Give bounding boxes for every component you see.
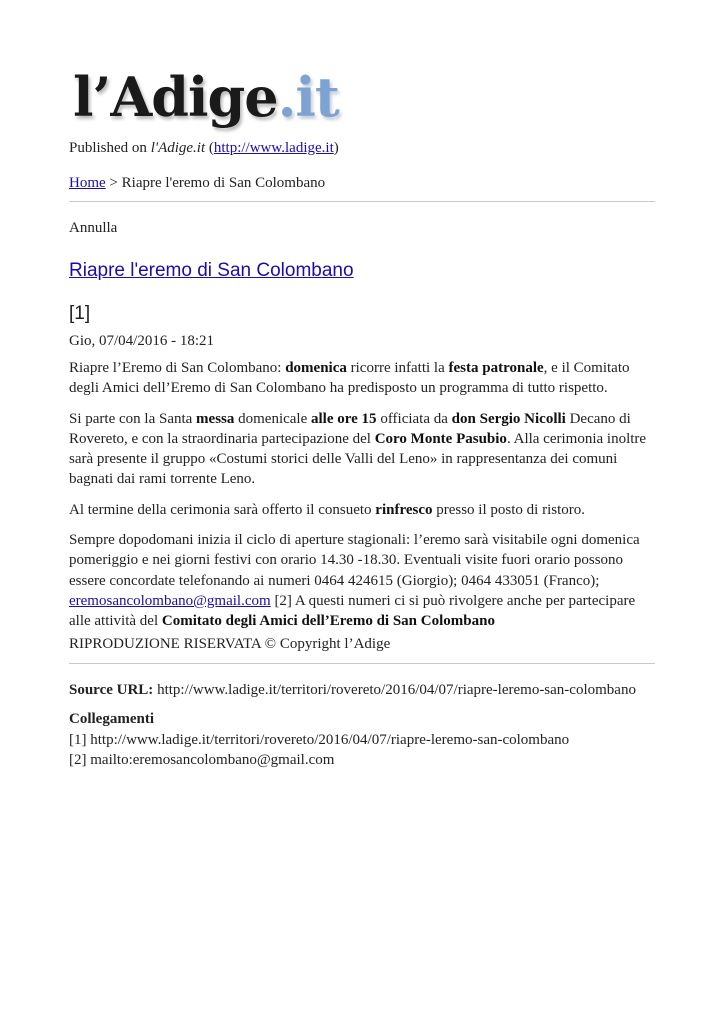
paragraph-1: [69, 358, 655, 399]
link-item: [1] http://www.ladige.it/territori/rovereto/2016/04/07/riapre-leremo-san-colombano: [69, 731, 570, 748]
text: . Alla cerimonia inoltre sarà presente il gruppo «Costumi storici delle Valli del Leno» in rappresentanza dei comuni bagnati dai rami torrente Leno.: [69, 430, 647, 488]
bold-text: Comitato degli Amici dell’Eremo di San Colombano: [161, 613, 495, 630]
divider-bottom: [69, 663, 655, 664]
breadcrumb-home-link[interactable]: Home: [69, 175, 106, 191]
paragraph-3: [69, 500, 655, 520]
copyright-notice: RIPRODUZIONE RISERVATA © Copyright l’Adige: [69, 636, 391, 652]
text: Decano di Rovereto, e con la straordinaria partecipazione del: [69, 410, 631, 447]
text: officiata da: [376, 410, 452, 427]
article-title-link[interactable]: Riapre l'eremo di San Colombano: [69, 260, 354, 281]
source-url-value: http://www.ladige.it/territori/rovereto/2016/04/07/riapre-leremo-san-colombano: [153, 682, 636, 698]
paragraph-2: [69, 409, 655, 490]
bold-text: festa patronale: [448, 360, 544, 376]
article-reference: [1]: [69, 303, 91, 324]
text: presso il posto di ristoro.: [432, 501, 585, 518]
logo-brand: l’Adige: [73, 65, 278, 129]
published-open: (: [205, 140, 214, 156]
published-url-link[interactable]: http://www.ladige.it: [213, 140, 334, 156]
text: Si parte con la Santa: [69, 410, 197, 427]
annulla-text: Annulla: [69, 220, 118, 236]
breadcrumb: [69, 173, 325, 193]
text: Riapre l’Eremo di San Colombano:: [69, 360, 286, 376]
breadcrumb-separator: >: [105, 175, 122, 191]
article-body: [69, 358, 655, 642]
source-url: [69, 680, 636, 700]
text: [2] A questi numeri ci si può rivolgere anche per partecipare alle attività del: [69, 592, 636, 630]
published-prefix: Published on: [69, 140, 151, 156]
divider-top: [69, 201, 655, 202]
bold-text: rinfresco: [375, 501, 433, 518]
bold-text: alle ore 15: [311, 410, 377, 427]
email-link[interactable]: eremosancolombano@gmail.com: [69, 592, 271, 609]
links-section: [69, 709, 569, 771]
published-close: ): [333, 140, 339, 156]
published-line: [69, 138, 339, 158]
links-heading: Collegamenti: [69, 711, 154, 727]
text: ricorre infatti la: [346, 360, 449, 376]
text: Sempre dopodomani inizia il ciclo di aperture stagionali: l’eremo sarà visitabile ogni domenica pomeriggio e nei giorni festivi con orario 14.30 -18.30. Eventuali visite fuori orario possono essere concordate telefonando ai numeri 0464 424615 (Giorgio); 0464 433051 (Franco);: [69, 532, 640, 589]
paragraph-4: [69, 530, 655, 631]
logo-tld: .it: [277, 65, 339, 129]
bold-text: Coro Monte Pasubio: [374, 430, 507, 447]
text: Al termine della cerimonia sarà offerto il consueto: [69, 501, 376, 518]
source-url-label: Source URL:: [69, 682, 154, 698]
bold-text: domenica: [285, 360, 347, 376]
article-date: Gio, 07/04/2016 - 18:21: [69, 333, 214, 349]
bold-text: don Sergio Nicolli: [451, 410, 566, 427]
bold-text: messa: [196, 410, 235, 427]
link-item: [2] mailto:eremosancolombano@gmail.com: [69, 752, 335, 768]
site-logo: [73, 62, 339, 132]
text: domenicale: [234, 410, 312, 427]
text: , e il Comitato degli Amici dell’Eremo di San Colombano ha predisposto un programma di tutto rispetto.: [69, 360, 630, 397]
published-site: l'Adige.it: [150, 140, 206, 156]
breadcrumb-current: Riapre l'eremo di San Colombano: [121, 175, 326, 191]
